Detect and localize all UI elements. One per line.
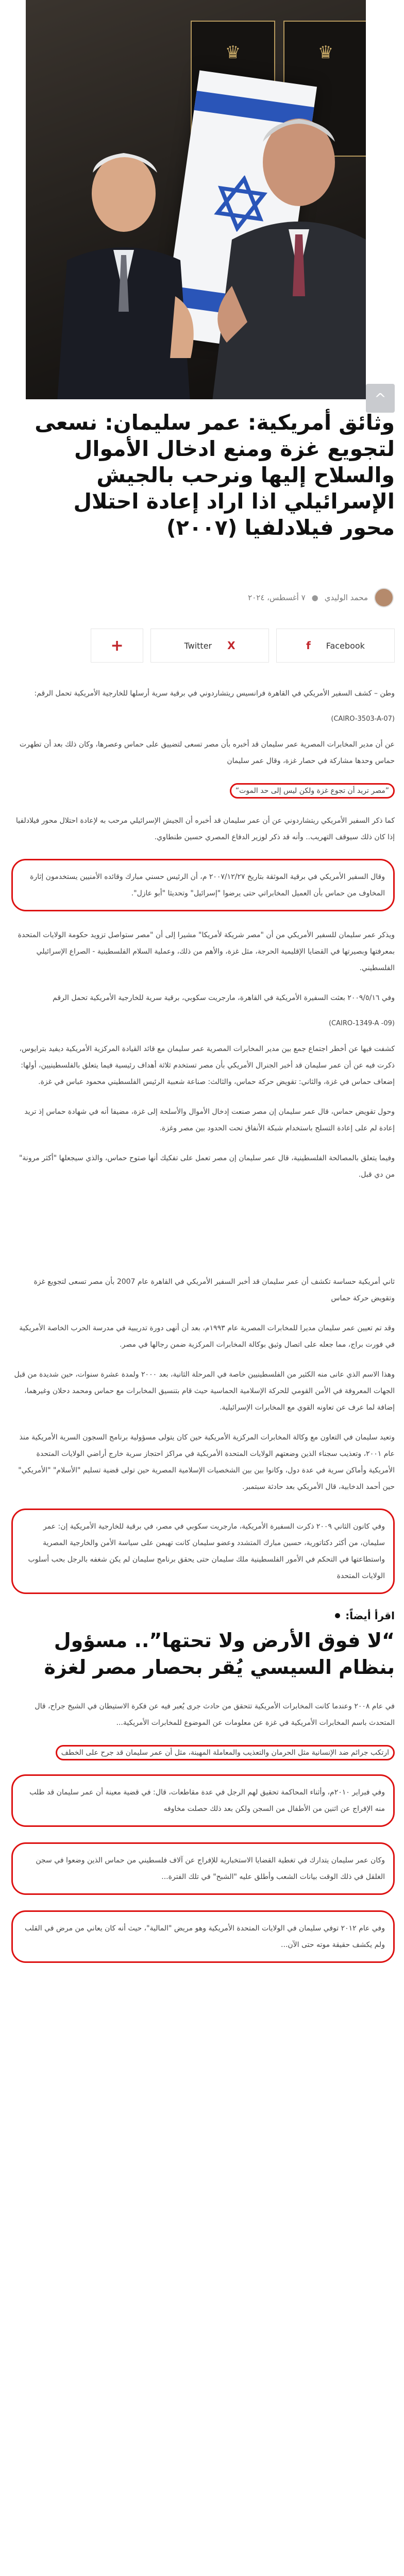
hero-person-left — [46, 142, 196, 399]
article-paragraph: وهذا الاسم الذي عانى منه الكثير من الفلسطينيين خاصة في المرحلة الثانية، بعد ٢٠٠٠ ولمدة عشرة سنوات، حين شديدة من قبل الجهات المعروفة في الأمن القومي للحركة الإسلامية الحماسية حيث قام بتنسيق المخابرات مع حماس ومحمد دحلان وغيرهما، إضافة لما عرف عن تعاونه القوي مع المخابرات الإسرائيلية. — [14, 1370, 395, 1412]
highlighted-paragraph: وكان عمر سليمان يتدارك في تغطية القضايا الاستخبارية للإفراج عن آلاف فلسطيني من حماس الذين وضعوا في سجن الغلقل في ذلك الوقت بيانات الشعب وأطلق عليه "الشبح" في تلك الفترة... — [11, 1842, 395, 1895]
share-facebook-button[interactable] — [276, 629, 395, 663]
article-paragraph: وفي ٢٠٠٩/٥/١٦ بعثت السفيرة الأمريكية في القاهرة، مارجريت سكوبي، برقية سرية للخارجية الأمريكية تحمل الرقم — [53, 994, 395, 1002]
article-paragraph: ثاني أمريكية حساسة تكشف أن عمر سليمان قد أخبر السفير الأمريكي في القاهرة عام 2007 بأن مصر تسعى لتجويع غزة وتقويض حركة حماس — [33, 1278, 395, 1302]
highlighted-paragraph: وفي عام ٢٠١٢ توفي سليمان في الولايات المتحدة الأمريكية وهو مريض "المالية"، حيث أنه كان يعاني من مرض في القلب ولم يكشف حقيقة موته حتى الآن... — [11, 1910, 395, 1963]
article-paragraph: وتعيد سليمان في التعاون مع وكالة المخابرات المركزية الأمريكية حين كان يتولى مسؤولية برنامج السجون السرية الأمريكية منذ عام ٢٠٠١، وتعذيب سجناء الذين وضعتهم الولايات المتحدة الأمريكية في مراكز احتجاز سرية خارج أراضي الولايات المتحدة الأمريكية وأماكن سرية في عدة دول، وكانوا بين بين الشخصيات الإسلامية المصرية حين تولى قضية تسليم "الأسلام" "الأمريكي" حين أحمد الدخابية، قال الأمريكي بعد حادثة سبتمبر. — [18, 1433, 395, 1491]
hero-person-right — [211, 100, 366, 399]
read-more-heading — [11, 1609, 395, 1622]
article-paragraph: وفيما يتعلق بالمصالحة الفلسطينية، قال عمر سليمان إن مصر تعمل على تفكيك أنها صتوح حماس، والذي سيجعلها "أكثر مرونة" من دي قبل. — [19, 1154, 395, 1179]
twitter-label: Twitter — [184, 640, 212, 651]
share-more-button[interactable] — [91, 629, 143, 663]
facebook-icon: f — [306, 639, 311, 652]
article-paragraph: عن أن مدير المخابرات المصرية عمر سليمان قد أخبره بأن مصر تسعى لتضييق على حماس وعصرها، وكان ذلك بعد أن تطهرت حماس وحدها مشاركة في حصار غزة، وقال عمر سليمان — [19, 740, 395, 765]
x-icon: X — [227, 639, 235, 652]
article-paragraph: كما ذكر السفير الأمريكي ريتشاردوني عن أن عمر سليمان قد أخبره أن الجيش الإسرائيلي مرحب به لإعادة احتلال محور فيلادلفيا إذا كان ذلك سيوقف التهريب.. وأنه قد ذكر لوزير الدفاع المصري حسين طنطاوي. — [15, 817, 395, 841]
author-avatar[interactable] — [374, 588, 394, 607]
bullet-icon — [335, 1613, 340, 1618]
highlighted-quote — [11, 783, 395, 799]
article-paragraph: وطن – كشف السفير الأمريكي في القاهرة فرانسيس ريتشاردوني في برقية سرية أرسلها للخارجية الأمريكية تحمل الرقم: — [34, 689, 395, 698]
article-paragraph: وقد تم تعيين عمر سليمان مديرا للمخابرات المصرية عام ١٩٩٣م، بعد أن أنهى دورة تدريبية في مدرسة الحرب الخاصة الأمريكية في فورت براج، مما جعله على اتصال وثيق بوكالة المخابرات المركزية ضمن رجالها في مصر. — [19, 1324, 395, 1349]
crown-icon: ♛ — [225, 42, 241, 63]
cable-reference: (CAIRO-1349-A -09) — [328, 1020, 395, 1027]
plus-icon: + — [110, 636, 124, 655]
publish-date: ٧ أغسطس، ٢٠٢٤ — [248, 593, 306, 602]
share-twitter-button[interactable] — [150, 629, 269, 663]
highlighted-paragraph: وفي فبراير ٢٠١٠م، وأثناء المحاكمة تحقيق لهم الرجل في عدة مقاطعات، قال: في قضية معينة أن عمر سليمان قد طلب منه الإفراج عن اثنين من الأطفال من السجن ولكن بعد ذلك حصلت مخاوفه — [11, 1774, 395, 1827]
share-bar — [11, 629, 395, 663]
article-paragraph: في عام ٢٠٠٨ وعندما كانت المخابرات الأمريكية تتحقق من حادث جرى يُعبر فيه عن فكرة الاستيطان في الشيخ جراح، قال المتحدث باسم المخابرات الأمريكية في غزة عن معلومات عن الموضوع للمخابرات الأمريكية... — [35, 1702, 395, 1727]
article-meta — [248, 588, 394, 607]
article-title: وثائق أمريكية: عمر سليمان: نسعى لتجويع غزة ومنع ادخال الأموال والسلاح إليها ونرحب بالجيش الإسرائيلي اذا اراد إعادة احتلال محور فيلادلفيا (٢٠٠٧) — [35, 410, 395, 540]
article-paragraph: ويذكر عمر سليمان للسفير الأمريكي من أن "مصر شريكة لأمريكا" مشيرا إلى أن "مصر ستواصل تزويد حكومة الولايات المتحدة بمعرفتها وبصيرتها في القضايا الإقليمية الحرجة، مثل غزة، والأهم من ذلك، وعملية السلام الفلسطينية - الصراع الإسرائيلي الفلسطيني. — [18, 931, 395, 972]
read-more-label: اقرأ أيضاً: — [345, 1609, 395, 1622]
related-article-link[interactable]: “لا فوق الأرض ولا تحتها”.. مسؤول بنظام السيسي يُقر بحصار مصر لغزة — [44, 1629, 395, 1679]
cable-reference: (CAIRO-3503-A-07) — [331, 715, 395, 723]
facebook-label: Facebook — [326, 640, 365, 651]
crown-icon: ♛ — [317, 42, 334, 63]
clock-icon: ● — [311, 593, 318, 602]
highlighted-paragraph: وقال السفير الأمريكي في برقية الموثقة بتاريخ ٢٠٠٧/١٢/٢٧ م، أن الرئيس حسني مبارك وقائده الأمنيين يستخدمون إثارة المخاوف من حماس بأن العميل المخابراتي حتى يرضوا "إسرائيل" وتحديثا "أبو عازل". — [11, 859, 395, 911]
highlighted-paragraph: وفي كانون الثاني ٢٠٠٩ ذكرت السفيرة الأمريكية، مارجريت سكوبي في مصر، في برقية للخارجية الأمريكية إن: عمر سليمان، من أكثر دكتاتورية، حسين مبارك المتشدد وعضو سليمان كانت تهيمن على سياسة الأمن والخارجية المصرية واستطاعتها في التحكم في الأمور الفلسطينية ملك سليمان حتى يحقق برنامج سليمان لم يكن شغفه بالرجل بحب أسلوب الولايات المتحدة — [11, 1509, 395, 1594]
back-to-top-button[interactable]: ^ — [366, 384, 395, 413]
author-name[interactable]: محمد الوليدي — [324, 593, 368, 602]
highlighted-quote — [11, 1744, 395, 1761]
highlight-mark: ارتكب جرائم ضد الإنسانية مثل الحرمان والتعذيب والمعاملة المهينة، مثل أن عمر سليمان قد جرح على الخطف — [56, 1745, 395, 1760]
article-paragraph: كشفت فيها عن أخطر اجتماع جمع بين مدير المخابرات المصرية عمر سليمان مع قائد القيادة المركزية الأمريكية ديفيد بترايوس، ذكرت فيه عن أن عمر سليمان قد أخبر الجنرال الأمريكي بأن مصر تستخدم ثلاثة أهداف رئيسية فيما يتعلق بالفلسطينيين، أولها: إضعاف حماس في غزة، والثاني: تقويض حركة حماس، والثالث: صناعة شعبية الرئيس الفلسطيني محمود عباس في غزة. — [19, 1045, 395, 1086]
hero-image — [26, 0, 366, 399]
highlight-mark: ”مصر تريد أن تجوع غزة ولكن ليس إلى حد الموت“ — [230, 783, 395, 799]
article-paragraph: وحول تقويض حماس، قال عمر سليمان إن مصر صنعت إدخال الأموال والأسلحة إلى غزة، مضيفا أنه في شهادة حماس إذ تريد إعادة لم على إعادة التسلح باستخدام شبكة الأنفاق تحت الحدود بين مصر وغزة. — [24, 1108, 395, 1132]
article-body — [11, 685, 395, 1978]
image-placeholder-space — [11, 1196, 395, 1274]
